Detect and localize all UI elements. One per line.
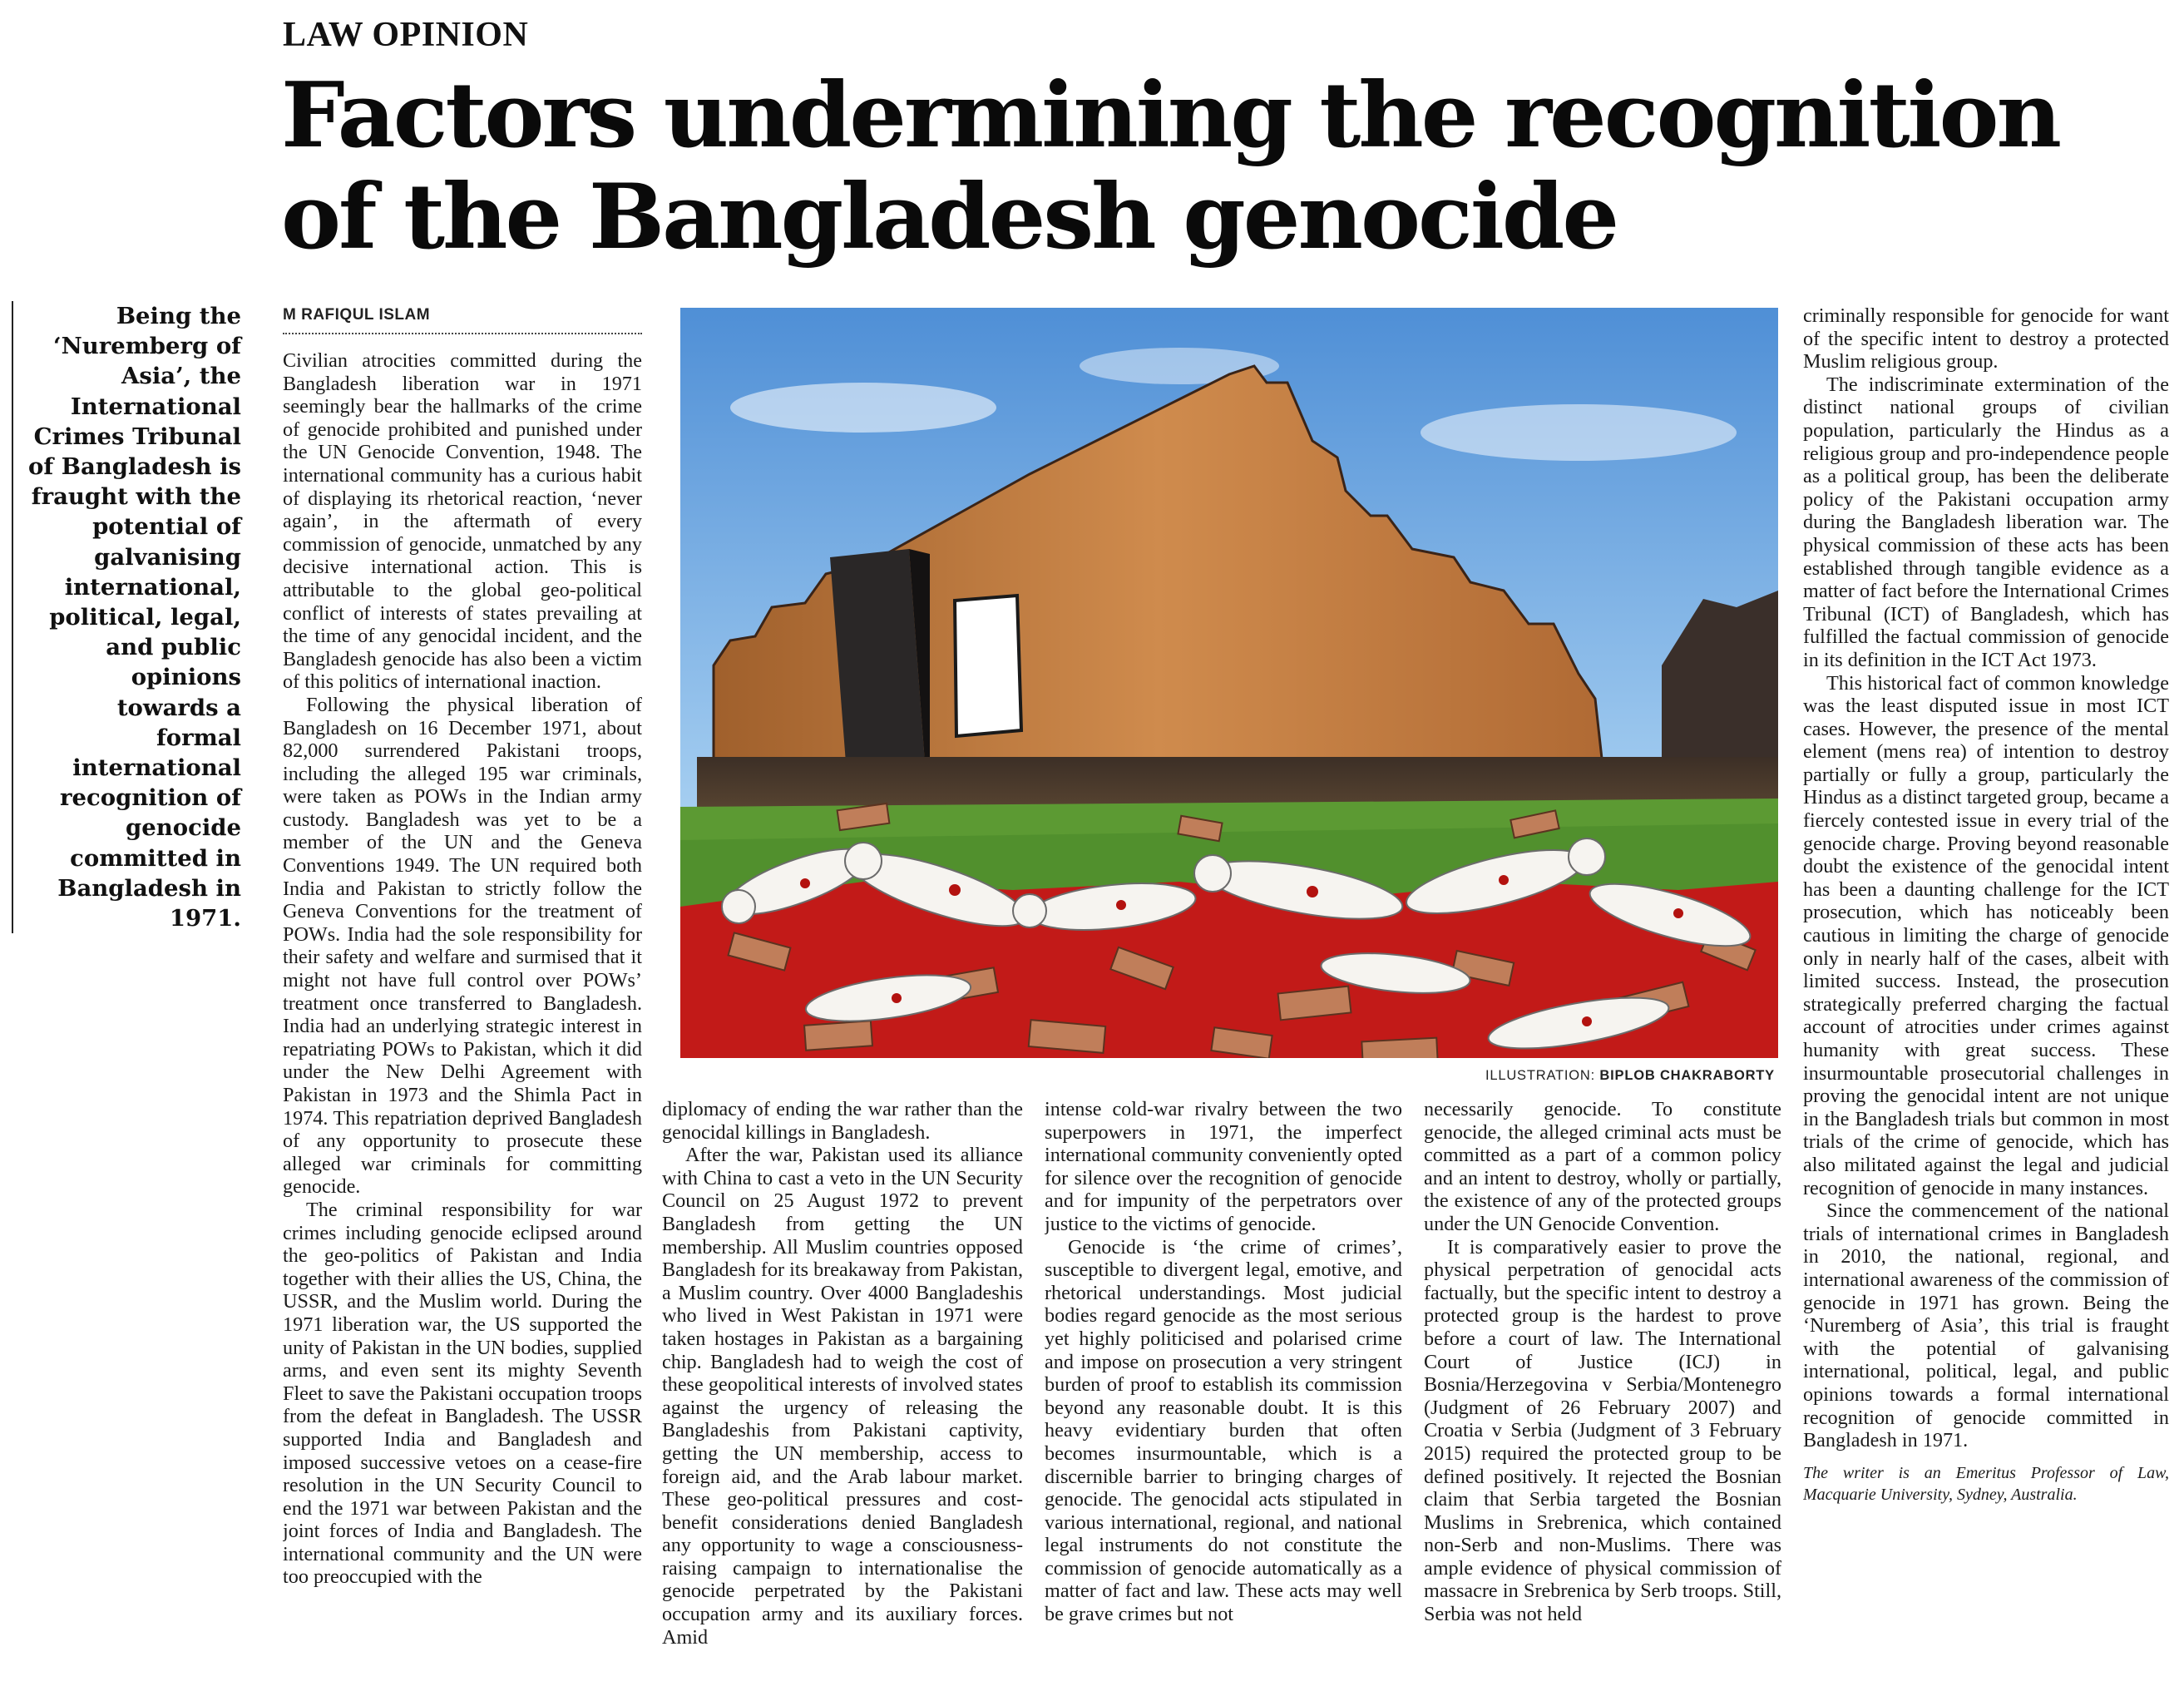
article-column-3: [1045, 1098, 1402, 1697]
illustration: [680, 308, 1778, 1058]
paragraph: Civilian atrocities committed during the Bangladesh liberation war in 1971 seemingly bear the hallmarks of the crime of genocide prohibited and punished under the UN Genocide Convention, 1948. The international community has a curious habit of displaying its rhetorical reaction, ‘never again’, in the aftermath of every commission of genocide, unmatched by any decisive international action. This is attributable to the global geo-political conflict of interests of states prevailing at the time of any genocidal incident, and the Bangladesh genocide has also been a victim of this politics of international inaction.: [283, 349, 642, 694]
paragraph: This historical fact of common knowledge was the least disputed issue in most ICT cases. However, the presence of the mental element (mens rea) of intention to destroy partially or fully a group, particularly the Hindus as a distinct targeted group, became a fiercely contested issue in every trial of the genocide charge. Proving beyond reasonable doubt the existence of the genocidal intent has been a daunting challenge for the ICT prosecution, which has noticeably been cautious in limiting the charge of genocide only in nearly half of the cases, albeit with limited success. Instead, the prosecution strategically preferred charging the factual account of atrocities under crimes against humanity with great success. These insurmountable prosecutorial challenges in proving the genocidal intent are not unique in the Bangladesh trials but common in most trials of the crime of genocide, which has also militated against the legal and judicial recognition of genocide in many instances.: [1803, 671, 2169, 1199]
article-column-2: [662, 1098, 1023, 1697]
credit-name: BIPLOB CHAKRABORTY: [1599, 1068, 1775, 1083]
paragraph: diplomacy of ending the war rather than the genocidal killings in Bangladesh.: [662, 1098, 1023, 1144]
paragraph: The criminal responsibility for war crimes including genocide eclipsed around the geo-politics of Pakistan and India together with their allies the US, China, the USSR, and the Muslim world. During the 1971 liberation war, the US supported the unity of Pakistan in the UN bodies, supplied arms, and even sent its mighty Seventh Fleet to save the Pakistani occupation troops from the defeat in Bangladesh. The USSR supported India and Bangladesh and imposed successive vetoes on a cease-fire resolution in the UN Security Council to end the 1971 war between Pakistan and the joint forces of India and Bangladesh. The international community and the UN were too preoccupied with the: [283, 1198, 642, 1589]
paragraph: intense cold-war rivalry between the two superpowers in 1971, the imperfect international community conveniently opted for silence over the recognition of genocide and for impunity of the perpetrators over justice to the victims of genocide.: [1045, 1098, 1402, 1235]
pull-quote: Being the ‘Nuremberg of Asia’, the International Crimes Tribunal of Bangladesh is fraught with the potential of galvanising international, political, legal, and public opinions towards a formal international recognition of genocide committed in Bangladesh in 1971.: [12, 301, 241, 933]
headline: [281, 65, 2161, 268]
credit-prefix: ILLUSTRATION:: [1485, 1068, 1596, 1083]
section-kicker: LAW OPINION: [283, 16, 529, 54]
paragraph: The indiscriminate extermination of the distinct national groups of civilian population, particularly the Hindus as a religious group and pro-independence people as a political group, has been the deliberate policy of the Pakistani occupation army during the Bangladesh liberation war. The physical commission of these acts has been established through tangible evidence as a matter of fact before the International Crimes Tribunal (ICT) of Bangladesh, which has fulfilled the factual commission of genocide in its definition in the ICT Act 1973.: [1803, 373, 2169, 671]
headline-line-2: of the Bangladesh genocide: [281, 165, 1618, 269]
paragraph: Following the physical liberation of Bangladesh on 16 December 1971, about 82,000 surrendered Pakistani troops, including the alleged 195 war criminals, were taken as POWs in the Indian army custody. Bangladesh was yet to be a member of the UN and the Geneva Conventions 1949. The UN required both India and Pakistan to strictly follow the Geneva Conventions for the treatment of POWs. India had the sole responsibility for their safety and welfare and surmised that it might not have full control over POWs’ treatment once transferred to Bangladesh. India had an underlying strategic interest in repatriating POWs to Pakistan, which it did under the New Delhi Agreement with Pakistan in 1973 and the Shimla Pact in 1974. This repatriation deprived Bangladesh of any opportunity to prosecute these alleged war criminals for committing genocide.: [283, 693, 642, 1199]
illustration-credit: [1444, 1068, 1775, 1084]
paragraph: It is comparatively easier to prove the physical perpetration of genocidal acts factually, but the specific intent to destroy a protected group is the hardest to prove before a court of law. The International Court of Justice (ICJ) in Bosnia/Herzegovina v Serbia/Montenegro (Judgment of 26 February 2007) and Croatia v Serbia (Judgment of 3 February 2015) required the protected group to be defined positively. It rejected the Bosnian claim that Serbia targeted the Bosnian Muslims in Srebrenica, which contained non-Serb and non-Muslims. There was ample evidence of physical commission of massacre in Srebrenica by Serb troops. Still, Serbia was not held: [1424, 1235, 1781, 1626]
article-column-4: [1424, 1098, 1781, 1697]
headline-line-1: Factors undermining the recognition: [281, 63, 2060, 168]
paragraph: necessarily genocide. To constitute genocide, the alleged criminal acts must be committed as a part of a common policy and an intent to destroy, wholly or partially, the existence of any of the protected groups under the UN Genocide Convention.: [1424, 1098, 1781, 1235]
author-note: The writer is an Emeritus Professor of Law, Macquarie University, Sydney, Australia.: [1803, 1463, 2169, 1504]
paragraph: Since the commencement of the national trials of international crimes in Bangladesh in 2010, the national, regional, and international awareness of the commission of genocide in 1971 has grown. Being the ‘Nuremberg of Asia’, this trial is fraught with the potential of galvanising international, political, legal, and public opinions towards a formal international recognition of genocide committed in Bangladesh in 1971.: [1803, 1199, 2169, 1452]
article-column-1: [283, 349, 642, 1697]
byline: M RAFIQUL ISLAM: [283, 306, 642, 334]
paragraph: After the war, Pakistan used its alliance with China to cast a veto in the UN Security Council on 25 August 1972 to prevent Bangladesh from getting the UN membership. All Muslim countries opposed Bangladesh for its breakaway from Pakistan, a Muslim country. Over 4000 Bangladeshis who lived in West Pakistan in 1971 were taken hostages in Pakistan as a bargaining chip. Bangladesh had to weigh the cost of these geopolitical interests of involved states against the urgency of releasing the Bangladeshis from Pakistani captivity, getting the UN membership, access to foreign aid, and the Arab labour market. These geo-political pressures and cost-benefit considerations denied Bangladesh any opportunity to wage a consciousness-raising campaign to internationalise the genocide perpetrated by the Pakistani occupation army and its auxiliary forces. Amid: [662, 1144, 1023, 1649]
paragraph: Genocide is ‘the crime of crimes’, susceptible to divergent legal, emotive, and rhetorical understandings. Most judicial bodies regard genocide as the most serious yet highly politicised and polarised crime and impose on prosecution a very stringent burden of proof to establish its commission beyond any reasonable doubt. It is this heavy evidentiary burden that often becomes insurmountable, which is a discernible barrier to bringing charges of genocide. The genocidal acts stipulated in various international, regional, and national legal instruments do not constitute the commission of genocide automatically as a matter of fact and law. These acts may well be grave crimes but not: [1045, 1235, 1402, 1626]
article-column-5: [1803, 304, 2169, 1697]
paragraph: criminally responsible for genocide for want of the specific intent to destroy a protected Muslim religious group.: [1803, 304, 2169, 373]
